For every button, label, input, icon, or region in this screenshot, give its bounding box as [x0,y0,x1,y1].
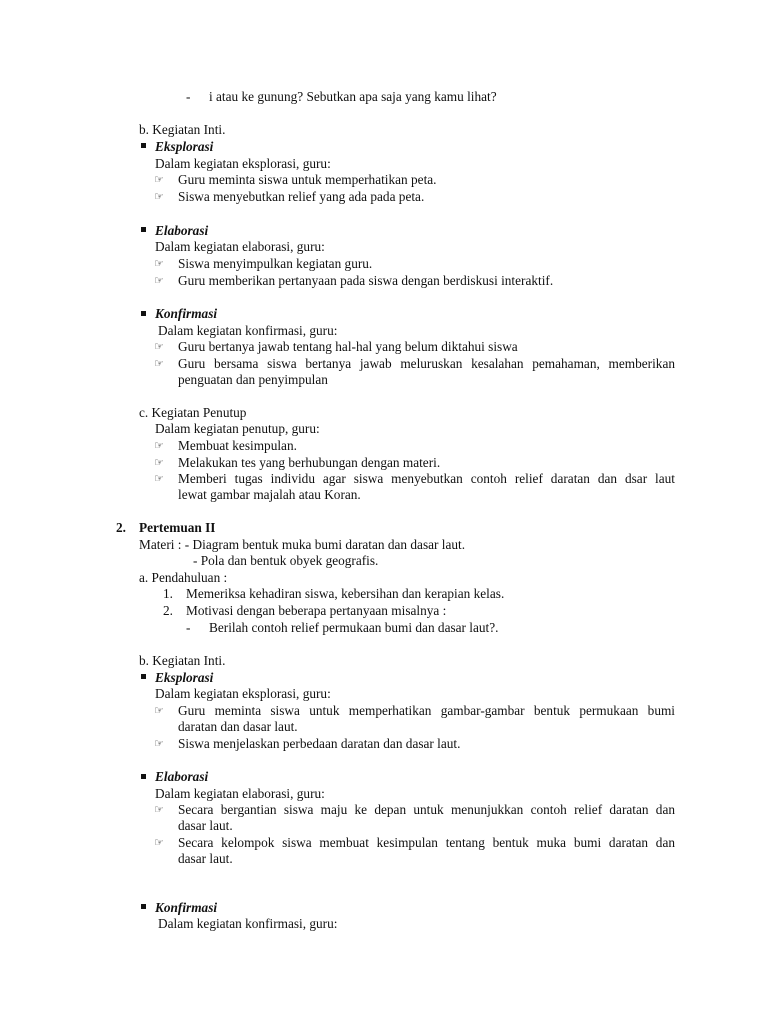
square-bullet-icon [141,774,146,779]
pointing-hand-icon: ☞ [154,190,164,203]
text-line: Dalam kegiatan konfirmasi, guru: [158,323,338,338]
pointing-hand-icon: ☞ [154,257,164,270]
text-line: Dalam kegiatan penutup, guru: [155,421,320,436]
text-line: Dalam kegiatan konfirmasi, guru: [158,916,338,931]
pointing-hand-icon: ☞ [154,456,164,469]
list-item: Memeriksa kehadiran siswa, kebersihan dan kerapian kelas. [186,586,505,601]
numbered-marker: 2. [116,520,126,535]
list-item: Guru meminta siswa untuk memperhatikan peta. [178,172,437,187]
section-heading: c. Kegiatan Penutup [139,405,247,420]
list-item: Membuat kesimpulan. [178,438,297,453]
list-item: Memberi tugas individu agar siswa menyebutkan contoh relief daratan dan dsar laut [178,471,675,486]
dash-marker: - [186,89,191,104]
list-item: Guru memberikan pertanyaan pada siswa dengan berdiskusi interaktif. [178,273,554,288]
text-line: Dalam kegiatan elaborasi, guru: [155,786,325,801]
pointing-hand-icon: ☞ [154,340,164,353]
pointing-hand-icon: ☞ [154,737,164,750]
pointing-hand-icon: ☞ [154,173,164,186]
list-item: Secara bergantian siswa maju ke depan untuk menunjukkan contoh relief daratan dan [178,802,675,817]
square-bullet-icon [141,674,146,679]
pointing-hand-icon: ☞ [154,836,164,849]
list-item: Siswa menyimpulkan kegiatan guru. [178,256,373,271]
text-line: Dalam kegiatan eksplorasi, guru: [155,686,331,701]
square-bullet-icon [141,311,146,316]
section-title: Pertemuan II [139,520,216,535]
section-heading: b. Kegiatan Inti. [139,122,226,137]
list-item-continuation: daratan dan dasar laut. [178,719,298,734]
section-heading: b. Kegiatan Inti. [139,653,226,668]
number-marker: 2. [163,603,173,618]
text-line: Dalam kegiatan eksplorasi, guru: [155,156,331,171]
pointing-hand-icon: ☞ [154,803,164,816]
list-item: Guru bersama siswa bertanya jawab meluruskan kesalahan pemahaman, memberikan [178,356,675,371]
subsection-heading: Elaborasi [155,223,209,238]
pointing-hand-icon: ☞ [154,357,164,370]
list-item: Secara kelompok siswa membuat kesimpulan tentang bentuk muka bumi daratan dan [178,835,675,850]
text-line: i atau ke gunung? Sebutkan apa saja yang kamu lihat? [209,89,497,104]
list-item: Guru bertanya jawab tentang hal-hal yang belum diktahui siswa [178,339,518,354]
text-line: Materi : - Diagram bentuk muka bumi daratan dan dasar laut. [139,537,466,552]
subsection-heading: Konfirmasi [155,306,218,321]
pointing-hand-icon: ☞ [154,472,164,485]
list-item-continuation: lewat gambar majalah atau Koran. [178,487,361,502]
list-item-continuation: dasar laut. [178,851,233,866]
list-item: Guru meminta siswa untuk memperhatikan gambar-gambar bentuk permukaan bumi [178,703,675,718]
number-marker: 1. [163,586,173,601]
text-line: - Pola dan bentuk obyek geografis. [193,553,379,568]
subsection-heading: Eksplorasi [155,139,214,154]
list-item: Siswa menjelaskan perbedaan daratan dan dasar laut. [178,736,461,751]
square-bullet-icon [141,904,146,909]
subsection-heading: Konfirmasi [155,900,218,915]
list-item-continuation: dasar laut. [178,818,233,833]
dash-marker: - [186,620,191,635]
text-line: Berilah contoh relief permukaan bumi dan dasar laut?. [209,620,499,635]
square-bullet-icon [141,227,146,232]
pointing-hand-icon: ☞ [154,439,164,452]
section-heading: a. Pendahuluan : [139,570,228,585]
subsection-heading: Eksplorasi [155,670,214,685]
square-bullet-icon [141,143,146,148]
list-item: Melakukan tes yang berhubungan dengan materi. [178,455,441,470]
list-item: Siswa menyebutkan relief yang ada pada peta. [178,189,425,204]
list-item-continuation: penguatan dan penyimpulan [178,372,328,387]
list-item: Motivasi dengan beberapa pertanyaan misalnya : [186,603,447,618]
pointing-hand-icon: ☞ [154,704,164,717]
pointing-hand-icon: ☞ [154,274,164,287]
subsection-heading: Elaborasi [155,769,209,784]
text-line: Dalam kegiatan elaborasi, guru: [155,239,325,254]
